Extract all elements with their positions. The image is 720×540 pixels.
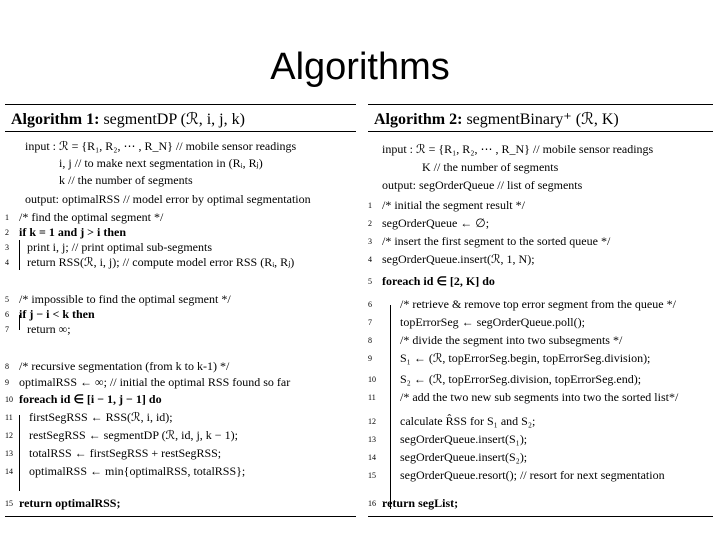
block-bar [19,240,20,270]
line-number: 3 [5,243,9,252]
code-line: topErrorSeg ← segOrderQueue.poll(); [400,315,585,329]
algorithm-1-name: segmentDP (ℛ, i, j, k) [103,111,245,128]
line-number: 15 [368,471,376,480]
code-line: optimalRSS ← min{optimalRSS, totalRSS}; [29,464,246,478]
line-number: 10 [5,395,13,404]
slide-title: Algorithms [270,46,450,88]
line-number: 5 [368,277,372,286]
block-bar [19,415,20,491]
code-line: /* divide the segment into two subsegments */ [400,333,623,347]
code-line: if k = 1 and j > i then [19,225,127,239]
top-rule [5,104,356,105]
line-number: 1 [5,213,9,222]
line-number: 2 [368,219,372,228]
line-number: 9 [5,378,9,387]
code-line: output: segOrderQueue // list of segments [382,178,583,192]
line-number: 3 [368,237,372,246]
line-number: 14 [368,453,376,462]
algorithm-1-box [5,104,356,518]
top-rule [368,104,713,105]
code-line: print i, j; // print optimal sub-segments [27,240,212,254]
line-number: 11 [5,413,13,422]
code-line: S₂ ← (ℛ, topErrorSeg.division, topErrorSeg.end); [400,372,642,386]
code-line: /* recursive segmentation (from k to k-1) */ [19,359,230,373]
algorithm-2-heading [374,109,619,129]
algorithm-2-label: Algorithm 2: [374,111,463,128]
code-line: /* impossible to find the optimal segment */ [19,292,231,306]
code-line: segOrderQueue.resort(); // resort for next segmentation [400,468,665,482]
block-bar [390,305,391,509]
heading-rule [368,131,713,132]
line-number: 8 [5,362,9,371]
algorithm-1-heading [11,109,245,129]
code-line: /* insert the first segment to the sorted queue */ [382,234,611,248]
line-number: 7 [5,325,9,334]
code-line: S₁ ← (ℛ, topErrorSeg.begin, topErrorSeg.division); [400,351,651,365]
line-number: 13 [5,449,13,458]
code-line: segOrderQueue ← ∅; [382,216,490,230]
algorithm-2-box [368,104,713,518]
code-line: return RSS(ℛ, i, j); // compute model error RSS (Rᵢ, Rⱼ) [27,255,295,269]
code-line: restSegRSS ← segmentDP (ℛ, id, j, k − 1); [29,428,238,442]
code-line: /* initial the segment result */ [382,198,525,212]
code-line: segOrderQueue.insert(S₂); [400,450,528,464]
code-line: optimalRSS ← ∞; // initial the optimal RSS found so far [19,375,291,389]
line-number: 12 [5,431,13,440]
line-number: 8 [368,336,372,345]
code-line: /* retrieve & remove top error segment from the queue */ [400,297,676,311]
line-number: 2 [5,228,9,237]
line-number: 13 [368,435,376,444]
heading-rule [5,131,356,132]
algorithm-2-name: segmentBinary⁺ (ℛ, K) [466,111,619,128]
code-line: calculate R̂SS for S₁ and S₂; [400,414,536,428]
bottom-rule [5,516,356,517]
code-line: return ∞; [27,322,71,336]
line-number: 11 [368,393,376,402]
algorithm-1-label: Algorithm 1: [11,111,100,128]
code-line: K // the number of segments [422,160,559,174]
code-line: foreach id ∈ [i − 1, j − 1] do [19,392,162,406]
code-line: segOrderQueue.insert(ℛ, 1, N); [382,252,535,266]
line-number: 1 [368,201,372,210]
line-number: 15 [5,499,13,508]
code-line: segOrderQueue.insert(S₁); [400,432,528,446]
line-number: 4 [5,258,9,267]
line-number: 10 [368,375,376,384]
line-number: 9 [368,354,372,363]
code-line: foreach id ∈ [2, K] do [382,274,495,288]
code-line: firstSegRSS ← RSS(ℛ, i, id); [29,410,173,424]
bottom-rule [368,516,713,517]
line-number: 14 [5,467,13,476]
code-line: if j − i < k then [19,307,95,321]
line-number: 5 [5,295,9,304]
line-number: 6 [368,300,372,309]
code-line: totalRSS ← firstSegRSS + restSegRSS; [29,446,222,460]
code-line: output: optimalRSS // model error by optimal segmentation [25,192,311,206]
code-line: i, j // to make next segmentation in (Rᵢ, Rⱼ) [59,156,263,170]
code-line: input : ℛ = {R₁, R₂, ⋯ , R_N} // mobile sensor readings [25,139,297,153]
line-number: 16 [368,499,376,508]
code-line: k // the number of segments [59,173,193,187]
code-line: /* add the two new sub segments into two the sorted list*/ [400,390,679,404]
line-number: 6 [5,310,9,319]
code-line: return segList; [382,496,459,510]
code-line: /* find the optimal segment */ [19,210,164,224]
line-number: 12 [368,417,376,426]
line-number: 7 [368,318,372,327]
code-line: input : ℛ = {R₁, R₂, ⋯ , R_N} // mobile sensor readings [382,142,654,156]
code-line: return optimalRSS; [19,496,121,510]
line-number: 4 [368,255,372,264]
